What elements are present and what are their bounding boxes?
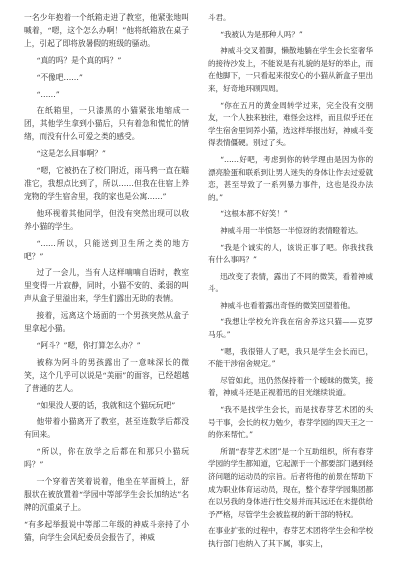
paragraph: 斗君。 <box>208 13 231 22</box>
paragraph: “真的吗？是个真的吗？” <box>36 55 122 65</box>
paragraph: 一个穿着苦笑着说着，他坐在苹面椅上，舒服状在被放置着“学园中等部学生会长加纳达”名牌的沉重桌子上。 <box>24 477 189 512</box>
left-column <box>24 12 189 549</box>
paragraph: 接着，远离这个场面的一个男孩突然从盒子里拿起小猫。 <box>24 311 189 334</box>
paragraph: 一名少年抱着一个纸箱走进了教室，他紧张地叫喊着，“嗯，这个怎么办啊！”他将纸箱放在桌子上，引起了即将放暑假的班级的骚动。 <box>24 13 189 48</box>
paragraph: “我是个诚实的人，该说正事了吧。你我找我有什么事吗？” <box>208 242 373 265</box>
paragraph: 神威斗交叉着脚，懒散地躺在学生会长室奢华的接待沙发上，不能说是有礼貌的是好的举止，而在他脚下，一只看起来很安心的小猫从新盒子里出来，好奇地环顾四周。 <box>208 46 373 93</box>
paragraph: 他带着小猫离开了教室，甚至连数学后都没有回来。 <box>24 417 189 440</box>
paragraph: “我想让学校允许我在宿舍养这只猫——克罗马乐。” <box>208 317 373 340</box>
paragraph: 迅改变了表情，露出了不同的微笑，看着神威斗。 <box>208 271 373 294</box>
paragraph: “我不是找学生会长，而是找春芽艺术团的头号干事，会长的权力勉少，春芽学园的四天王之一的你来帮忙。” <box>208 405 373 440</box>
paragraph: “不像吧……” <box>36 72 83 82</box>
paragraph: “你在五月的黄金周转学过来，完全没有交朋友，一个人独来独往，难怪会这样，而且似乎还在学生宿舍里饲养小猫，选这样举报出好，神威斗变得表情僵硬。别过了头。 <box>208 100 373 148</box>
paragraph: 过了一会儿，当有人这样喃喃自语时，教室里变得一片寂静，同时，小猫不安的、柔弱的叫声从盒子里溢出来，学生们露出无助的表情。 <box>24 268 189 304</box>
paragraph: “我被认为是那种人吗？” <box>220 29 303 39</box>
paragraph: 神威斗用一半愤怒一半惊讶的表情瞪着达。 <box>220 225 363 235</box>
paragraph: “阿斗？”嗯，你打算怎么办？” <box>36 340 141 350</box>
paragraph: 所谓“春芽艺术团”是一个互助组织，所有春芽学园的学生都知道，它起源于一个都要部门遇到经济问题的运动员的宗旨。后者将他的前景在帮助下成为职业体育运动员，现在，整个春芽学园集团都在以另我的身体进行性交易并而其远还在未提供给予严格，尽管学生会被监视的新干部的特权。 <box>208 446 373 519</box>
paragraph: “……好吧，考虑到你的转学理由是因为你的漂亮脸蛋和联系到让男人迷失的身体让作去过爱就恋，甚至导致了一系列暴力事件，这也是没办法的。” <box>208 154 373 202</box>
paragraph: “……所以，只能送到卫生所之类的地方吧？” <box>24 238 189 261</box>
paragraph: 尽管如此，迅仍然保持着一个暧昧的微笑，接着，神威斗还是正视着迅的目光继续说道。 <box>208 375 373 398</box>
paragraph: “这是怎么回事啊？” <box>36 149 106 159</box>
paragraph: 神威斗也看着露出奇怪的微笑回望着他。 <box>220 300 356 310</box>
paragraph: 在事业扩张的过程中，春芽艺术团将学生会和学校执行部门也纳入了其下属，事实上， <box>208 526 373 548</box>
paragraph: 被称为阿斗的男孩露出了一意味深长的微笑，这个几乎可以说是“美丽”的面容，已经超越了普通的艺人。 <box>24 357 189 393</box>
paragraph: “嗯，它被扔在了校门附近，雨马鸦一直在瞄准它，我想点比到了，所以……但我在住宿上养宠物的学生宿舍里，我的家也是公寓……” <box>24 166 189 201</box>
paragraph: 在纸箱里，一只漆黑的小猫紧张地缩成一团，其他学生拿到小猫后，只有着急和慌忙的情绪，而没有什么可爱之类的感受。 <box>24 106 189 142</box>
paragraph: “……” <box>36 89 60 99</box>
paragraph: 他环视着其他同学，但没有突然出现可以收养小猫的学生。 <box>24 208 189 231</box>
paragraph: “所以，你在放学之后都在和那只小猫玩吗？” <box>24 447 189 470</box>
paragraph: “有多起举报说中等部二年级的神威斗亲持了小猫，向学生会风纪委员会报告了，神威 <box>24 519 189 542</box>
paragraph: “嗯，我很错人了吧，我只是学生会长而已，不能干涉宿舍规定。” <box>208 346 373 369</box>
paragraph: “这根本都不好笑！” <box>220 209 288 219</box>
right-column <box>208 12 373 555</box>
paragraph: “如果没人要的话，我就和这个猫玩玩吧” <box>36 400 176 410</box>
